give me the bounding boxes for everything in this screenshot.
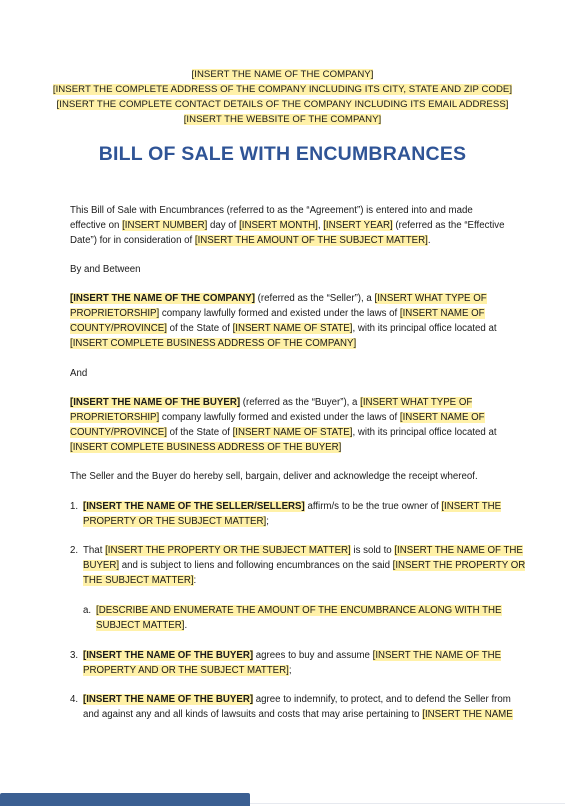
header-line-website [0,112,565,127]
text-span: , [317,220,324,231]
text-span: effective on [70,220,123,231]
text-span: COUNTY/PROVINCE] [70,427,167,438]
text-span: [INSERT NAME OF STATE] [232,323,353,334]
item-number-1: 1. [70,501,79,512]
text-line [83,707,513,722]
header-line-company-name [0,67,565,82]
text-line [83,648,513,663]
text-span: THE SUBJECT MATTER] [83,575,194,586]
text-line [70,425,510,440]
text-span: [INSERT MONTH] [239,220,318,231]
list-item-1 [83,499,513,529]
text-span: [INSERT COMPLETE BUSINESS ADDRESS OF THE BUYER] [70,442,342,453]
text-span: [INSERT THE NAME [422,709,513,720]
text-span: [INSERT THE NAME OF THE [394,545,523,556]
text-line [70,336,510,351]
text-line [70,218,510,233]
text-span: , with its principal office located at [352,427,497,438]
text-span: [INSERT THE WEBSITE OF THE COMPANY] [183,114,382,125]
intro-paragraph [70,203,510,248]
company-header [0,67,565,127]
footer-divider [250,803,565,804]
text-span: [INSERT NAME OF STATE] [232,427,353,438]
text-span: PROPRIETORSHIP] [70,308,160,319]
text-span: And [70,368,88,379]
list-item-3 [83,648,513,678]
text-span: [INSERT THE NAME OF THE [372,650,502,661]
text-span: [INSERT THE NAME OF THE SELLER/SELLERS] [83,501,305,512]
text-span: COUNTY/PROVINCE] [70,323,167,334]
text-span: ; [288,665,292,676]
buyer-paragraph [70,395,510,455]
whereof-paragraph [70,469,510,484]
header-line-address [0,82,565,97]
text-line [96,618,516,633]
document-title: BILL OF SALE WITH ENCUMBRANCES [98,143,467,165]
seller-paragraph [70,291,510,351]
text-line [70,306,510,321]
item-number-4: 4. [70,694,79,705]
text-span: (referred as the “Buyer”), a [240,397,361,408]
text-line [83,514,513,529]
text-span: [DESCRIBE AND ENUMERATE THE AMOUNT OF THE ENCUMBRANCE ALONG WITH THE [96,605,502,616]
footer-accent-bar [0,793,250,806]
text-span: [INSERT THE AMOUNT OF THE SUBJECT MATTER] [194,235,428,246]
text-span: : [193,575,197,586]
list-item-2 [83,543,526,588]
text-span: SUBJECT MATTER] [96,620,185,631]
text-span: [INSERT THE NAME OF THE BUYER] [83,650,254,661]
text-span: (referred as the “Effective [392,220,505,231]
text-span: (referred as the “Seller”), a [254,293,375,304]
text-span: [INSERT WHAT TYPE OF [374,293,487,304]
text-span: [INSERT COMPLETE BUSINESS ADDRESS OF THE COMPANY] [70,338,357,349]
text-line [83,499,513,514]
text-span: [INSERT THE COMPLETE CONTACT DETAILS OF THE COMPANY INCLUDING ITS EMAIL ADDRESS] [56,99,509,110]
text-span: The Seller and the Buyer do hereby sell, bargain, deliver and acknowledge the receipt whereof. [70,471,478,482]
text-span: of the State of [166,323,233,334]
text-span: and is subject to liens and following encumbrances on the said [119,560,393,571]
text-line [70,203,510,218]
text-span: agree to indemnify, to protect, and to defend the Seller from [253,694,511,705]
text-span: agrees to buy and assume [253,650,373,661]
and-label [70,366,510,381]
text-span: affirm/s to be the true owner of [304,501,442,512]
text-span: [INSERT YEAR] [323,220,393,231]
text-span: [INSERT THE NAME OF THE COMPANY] [191,69,374,80]
text-span: [INSERT THE NAME OF THE COMPANY] [70,293,255,304]
text-line [83,558,526,573]
text-span: [INSERT NUMBER] [122,220,208,231]
text-span: and against any and all kinds of lawsuits and costs that may arise pertaining to [83,709,423,720]
text-span: [INSERT NAME OF [399,412,485,423]
text-span: PROPERTY OR THE SUBJECT MATTER] [83,516,267,527]
text-span: [INSERT WHAT TYPE OF [360,397,473,408]
text-span: , with its principal office located at [352,323,497,334]
text-span: [INSERT THE COMPLETE ADDRESS OF THE COMPANY INCLUDING ITS CITY, STATE AND ZIP CODE] [52,84,513,95]
text-span: By and Between [70,264,141,275]
text-span: PROPERTY AND OR THE SUBJECT MATTER] [83,665,289,676]
text-line [83,663,513,678]
text-span: of the State of [166,427,233,438]
text-span: [INSERT THE NAME OF THE BUYER] [70,397,241,408]
text-line [70,321,510,336]
text-line [70,233,510,248]
text-line [96,603,516,618]
text-line [83,543,523,558]
text-line [70,395,510,410]
text-line [70,440,510,455]
text-span: is sold to [350,545,395,556]
text-span: [INSERT THE [441,501,502,512]
text-span: [INSERT THE PROPERTY OR THE SUBJECT MATTER] [105,545,351,556]
text-line [70,291,510,306]
text-span: company lawfully formed and existed under the laws of [159,412,400,423]
text-line [83,692,513,707]
list-item-a [96,603,516,633]
text-span: PROPRIETORSHIP] [70,412,160,423]
text-span: That [83,545,106,556]
text-span: This Bill of Sale with Encumbrances (referred to as the “Agreement”) is entered into and made [70,205,473,216]
by-and-between-label [70,262,510,277]
text-span: [INSERT NAME OF [399,308,485,319]
text-span: [INSERT THE PROPERTY OR [392,560,526,571]
text-span: day of [207,220,240,231]
item-number-3: 3. [70,650,79,661]
text-span: . [184,620,188,631]
text-line [70,410,510,425]
text-line [83,573,513,588]
item-number-2: 2. [70,545,79,556]
text-span: . [427,235,431,246]
text-span: [INSERT THE NAME OF THE BUYER] [83,694,254,705]
text-span: ; [266,516,269,527]
text-span: Date”) for in consideration of [70,235,195,246]
text-span: BUYER] [83,560,120,571]
list-item-4 [83,692,513,722]
header-line-contact [0,97,565,112]
text-span: company lawfully formed and existed under the laws of [159,308,400,319]
item-letter-a: a. [83,605,92,616]
